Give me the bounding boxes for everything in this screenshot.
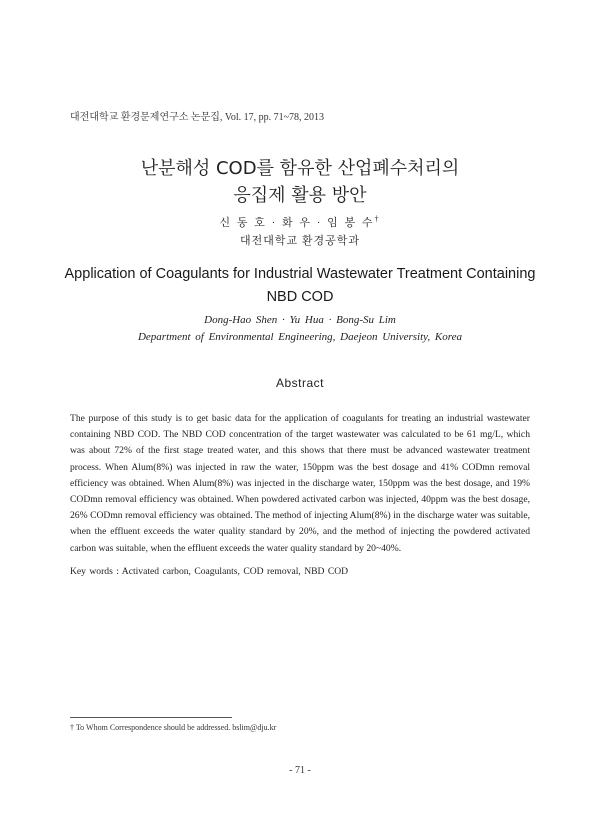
page-number: - 71 - [289, 765, 311, 776]
korean-affiliation: 대전대학교 환경공학과 [239, 235, 360, 247]
running-header: 대전대학교 환경문제연구소 논문집, Vol. 17, pp. 71~78, 2013 [70, 112, 325, 123]
korean-title-line-2: 응집제 활용 방안 [233, 185, 367, 206]
english-title [0, 263, 600, 309]
footnote-divider [70, 717, 232, 718]
korean-title [0, 155, 600, 209]
abstract-heading: Abstract [275, 376, 324, 390]
keywords: Key words : Activated carbon, Coagulants, COD removal, NBD COD [70, 566, 349, 577]
english-affiliation: Department of Environmental Engineering, Daejeon University, Korea [137, 331, 463, 343]
korean-authors [0, 214, 600, 230]
abstract-body: The purpose of this study is to get basic data for the application of coagulants for treating an industrial wastewater containing NBD COD. The NBD COD concentration of the target wastewater was calculated to be 61 mg/L, which was about 72% of the first stage treated water, and this shows that there must be advanced wastewater treatment process. When Alum(8%) was injected in raw the water, 150ppm was the best dosage and 41% CODmn removal efficiency was obtained. When Alum(8%) was injected in the discharge water, 150ppm was the best dosage, and 19% CODmn removal efficiency was obtained. When powdered activated carbon was injected, 40ppm was the best dosage, 26% CODmn removal efficiency was obtained. The method of injecting Alum(8%) in the discharge water was suitable, when the effluent exceeds the water quality standard by 20%, and the method of injecting the powdered activated carbon was suitable, when the effluent exceeds the water quality standard by 20~40%. [70, 413, 530, 554]
corresponding-author-mark: † [374, 214, 381, 224]
english-title-line-2: NBD COD [266, 289, 334, 305]
korean-author-names: 신 동 호 · 화 우 · 임 봉 수 [219, 217, 375, 229]
english-authors: Dong-Hao Shen · Yu Hua · Bong-Su Lim [204, 314, 396, 326]
english-title-line-1: Application of Coagulants for Industrial Wastewater Treatment Containing [64, 266, 536, 282]
footnote: † To Whom Correspondence should be addressed. bslim@dju.kr [70, 723, 277, 732]
korean-title-line-1: 난분해성 COD를 함유한 산업폐수처리의 [140, 158, 460, 179]
